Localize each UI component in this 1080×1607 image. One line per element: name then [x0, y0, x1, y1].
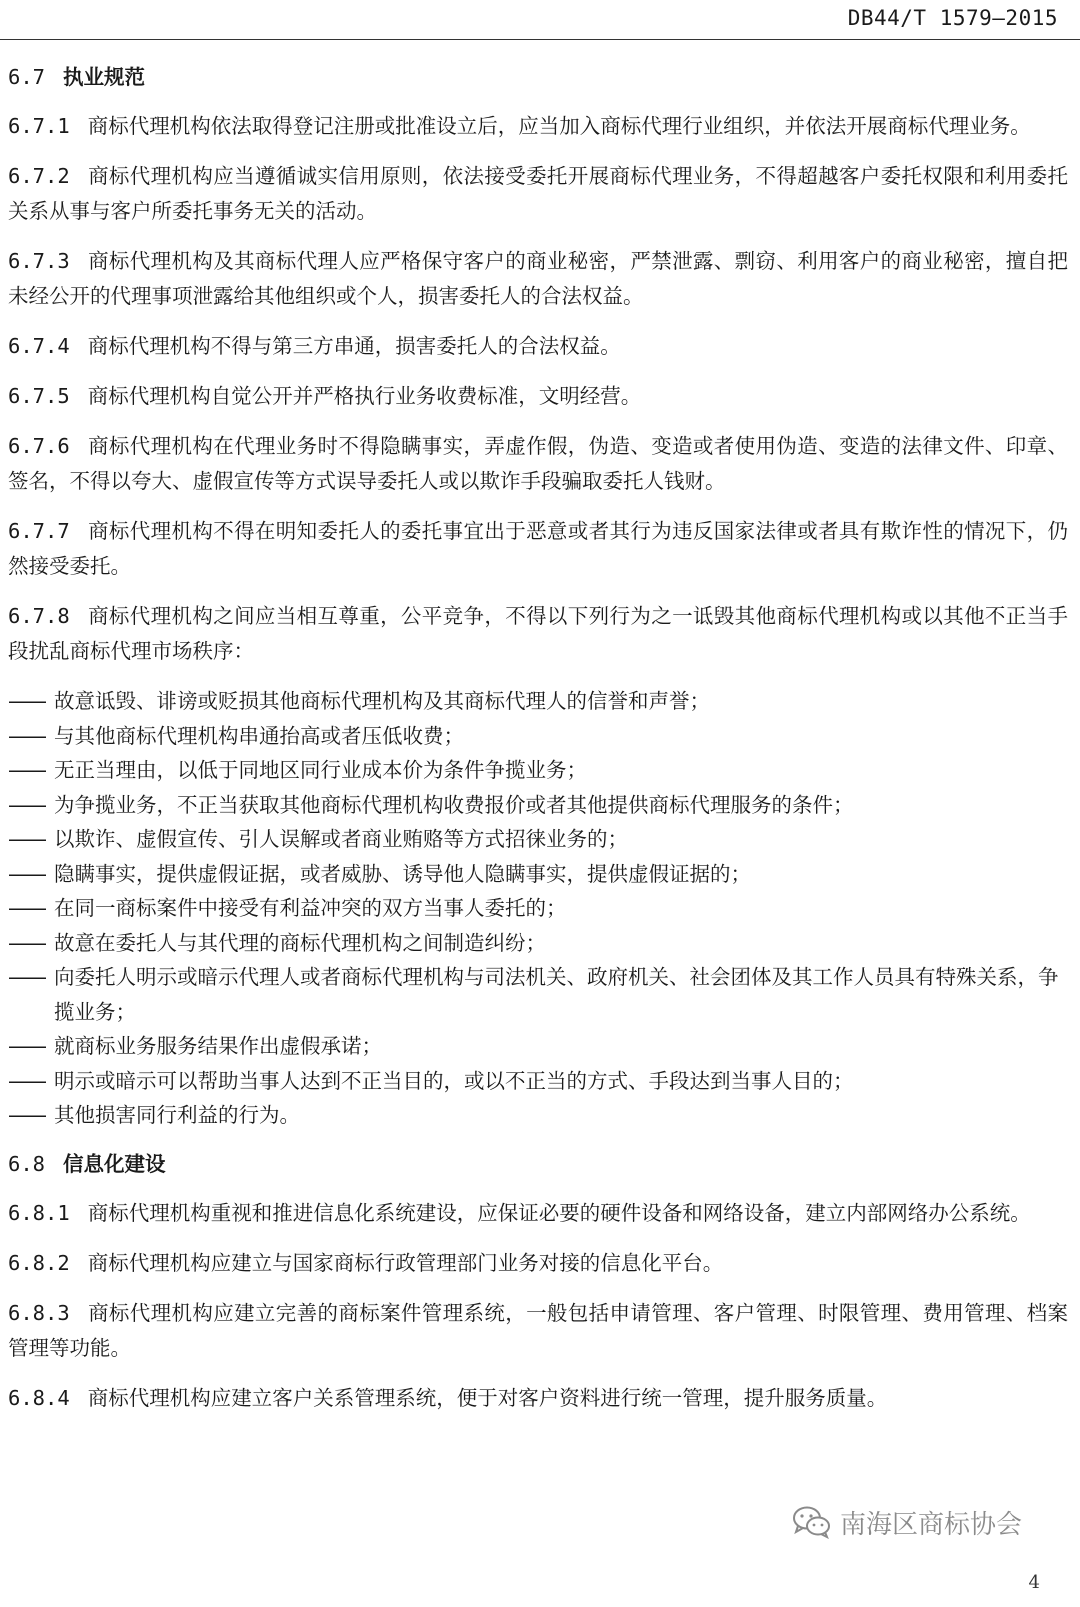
clause-number: 6.7.8: [8, 604, 70, 628]
document-body: [8, 60, 1068, 1431]
clause-text: 商标代理机构依法取得登记注册或批准设立后，应当加入商标代理行业组织，并依法开展商标代理业务。: [87, 114, 1031, 138]
clause-number: 6.8.1: [8, 1200, 70, 1225]
clause-6-8-4: [8, 1381, 1068, 1416]
list-item-text: 就商标业务服务结果作出虚假承诺；: [54, 1034, 382, 1058]
list-item: [8, 753, 1068, 788]
clause-6-7-7: [8, 514, 1068, 584]
list-item-text: 为争揽业务，不正当获取其他商标代理机构收费报价或者其他提供商标代理服务的条件；: [54, 792, 854, 817]
list-item: [8, 788, 1068, 823]
list-item: [8, 684, 1068, 719]
clause-text: 商标代理机构应建立与国家商标行政管理部门业务对接的信息化平台。: [87, 1250, 724, 1275]
clause-6-7-2: [8, 159, 1068, 229]
page-number: 4: [1028, 1572, 1040, 1593]
clause-number: 6.7.7: [8, 519, 70, 543]
list-item-text: 与其他商标代理机构串通抬高或者压低收费；: [54, 723, 464, 748]
clause-6-7-5: [8, 379, 1068, 414]
list-item: [8, 926, 1068, 961]
clause-text: 商标代理机构之间应当相互尊重，公平竞争，不得以下列行为之一诋毁其他商标代理机构或以其他不正当手段扰乱商标代理市场秩序：: [8, 604, 1068, 663]
standard-code: DB44/T 1579—2015: [847, 6, 1058, 30]
list-dash: ——: [8, 1068, 45, 1093]
section-number: 6.8: [8, 1151, 46, 1176]
clause-text: 商标代理机构应建立客户关系管理系统，便于对客户资料进行统一管理，提升服务质量。: [87, 1385, 888, 1410]
clause-6-7-6: [8, 429, 1068, 499]
list-dash: ——: [8, 1103, 45, 1127]
clause-6-7-3: [8, 244, 1068, 314]
list-item: [8, 857, 1068, 892]
list-item-text: 向委托人明示或暗示代理人或者商标代理机构与司法机关、政府机关、社会团体及其工作人员具有特殊关系，争揽业务；: [54, 965, 1059, 1024]
section-title: 执业规范: [63, 65, 146, 89]
clause-number: 6.7.5: [8, 384, 70, 408]
list-dash: ——: [8, 758, 45, 782]
list-item-text: 隐瞒事实，提供虚假证据，或者威胁、诱导他人隐瞒事实，提供虚假证据的；: [54, 861, 751, 886]
list-item: [8, 1098, 1068, 1133]
clause-6-7-8: [8, 599, 1068, 669]
section-heading-6-8: [8, 1147, 1068, 1182]
list-item-text: 故意在委托人与其代理的商标代理机构之间制造纠纷；: [54, 930, 546, 955]
list-dash: ——: [8, 827, 45, 851]
list-dash: ——: [8, 930, 45, 955]
prohibited-acts-list: [8, 684, 1068, 1133]
list-item: [8, 960, 1068, 1029]
clause-number: 6.7.6: [8, 434, 70, 458]
clause-text: 商标代理机构不得在明知委托人的委托事宜出于恶意或者其行为违反国家法律或者具有欺诈性的情况下，仍然接受委托。: [8, 519, 1068, 578]
section-number: 6.7: [8, 65, 46, 89]
list-dash: ——: [8, 965, 45, 989]
list-item-text: 明示或暗示可以帮助当事人达到不正当目的，或以不正当的方式、手段达到当事人目的；: [54, 1068, 854, 1093]
clause-number: 6.7.4: [8, 334, 70, 358]
list-item-text: 以欺诈、虚假宣传、引人误解或者商业贿赂等方式招徕业务的；: [54, 827, 628, 851]
clause-number: 6.8.3: [8, 1300, 70, 1325]
list-item-text: 故意诋毁、诽谤或贬损其他商标代理机构及其商标代理人的信誉和声誉；: [54, 689, 710, 713]
wechat-watermark: [792, 1500, 1022, 1544]
list-item: [8, 891, 1068, 926]
clause-number: 6.8.2: [8, 1250, 70, 1275]
list-dash: ——: [8, 689, 45, 713]
clause-text: 商标代理机构在代理业务时不得隐瞒事实，弄虚作假，伪造、变造或者使用伪造、变造的法律文件、印章、签名，不得以夸大、虚假宣传等方式误导委托人或以欺诈手段骗取委托人钱财。: [8, 434, 1068, 493]
list-dash: ——: [8, 723, 45, 748]
list-item: [8, 719, 1068, 754]
list-dash: ——: [8, 861, 45, 886]
list-item: [8, 1029, 1068, 1064]
list-dash: ——: [8, 792, 45, 817]
list-item-text: 其他损害同行利益的行为。: [54, 1103, 300, 1127]
clause-text: 商标代理机构及其商标代理人应严格保守客户的商业秘密，严禁泄露、剽窃、利用客户的商业秘密，擅自把未经公开的代理事项泄露给其他组织或个人，损害委托人的合法权益。: [8, 249, 1068, 308]
wechat-icon: [792, 1505, 832, 1539]
clause-number: 6.8.4: [8, 1385, 70, 1410]
header-rule: [0, 39, 1080, 40]
clause-6-8-1: [8, 1196, 1068, 1231]
section-title: 信息化建设: [63, 1151, 166, 1176]
list-item: [8, 822, 1068, 857]
clause-text: 商标代理机构不得与第三方串通，损害委托人的合法权益。: [87, 334, 621, 358]
clause-6-7-1: [8, 109, 1068, 144]
list-item-text: 无正当理由，以低于同地区同行业成本价为条件争揽业务；: [54, 758, 587, 782]
list-item-text: 在同一商标案件中接受有利益冲突的双方当事人委托的；: [54, 896, 567, 920]
list-dash: ——: [8, 1034, 45, 1058]
section-heading-6-7: [8, 60, 1068, 95]
clause-6-8-3: [8, 1296, 1068, 1366]
list-dash: ——: [8, 896, 45, 920]
clause-text: 商标代理机构应当遵循诚实信用原则，依法接受委托开展商标代理业务，不得超越客户委托权限和利用委托关系从事与客户所委托事务无关的活动。: [8, 164, 1068, 223]
clause-number: 6.7.2: [8, 164, 70, 188]
list-item: [8, 1064, 1068, 1099]
clause-number: 6.7.3: [8, 249, 70, 273]
clause-6-8-2: [8, 1246, 1068, 1281]
clause-6-7-4: [8, 329, 1068, 364]
clause-text: 商标代理机构应建立完善的商标案件管理系统，一般包括申请管理、客户管理、时限管理、费用管理、档案管理等功能。: [8, 1300, 1068, 1360]
clause-number: 6.7.1: [8, 114, 70, 138]
clause-text: 商标代理机构重视和推进信息化系统建设，应保证必要的硬件设备和网络设备，建立内部网络办公系统。: [87, 1200, 1031, 1225]
watermark-text: 南海区商标协会: [840, 1509, 1023, 1540]
clause-text: 商标代理机构自觉公开并严格执行业务收费标准，文明经营。: [87, 384, 642, 408]
